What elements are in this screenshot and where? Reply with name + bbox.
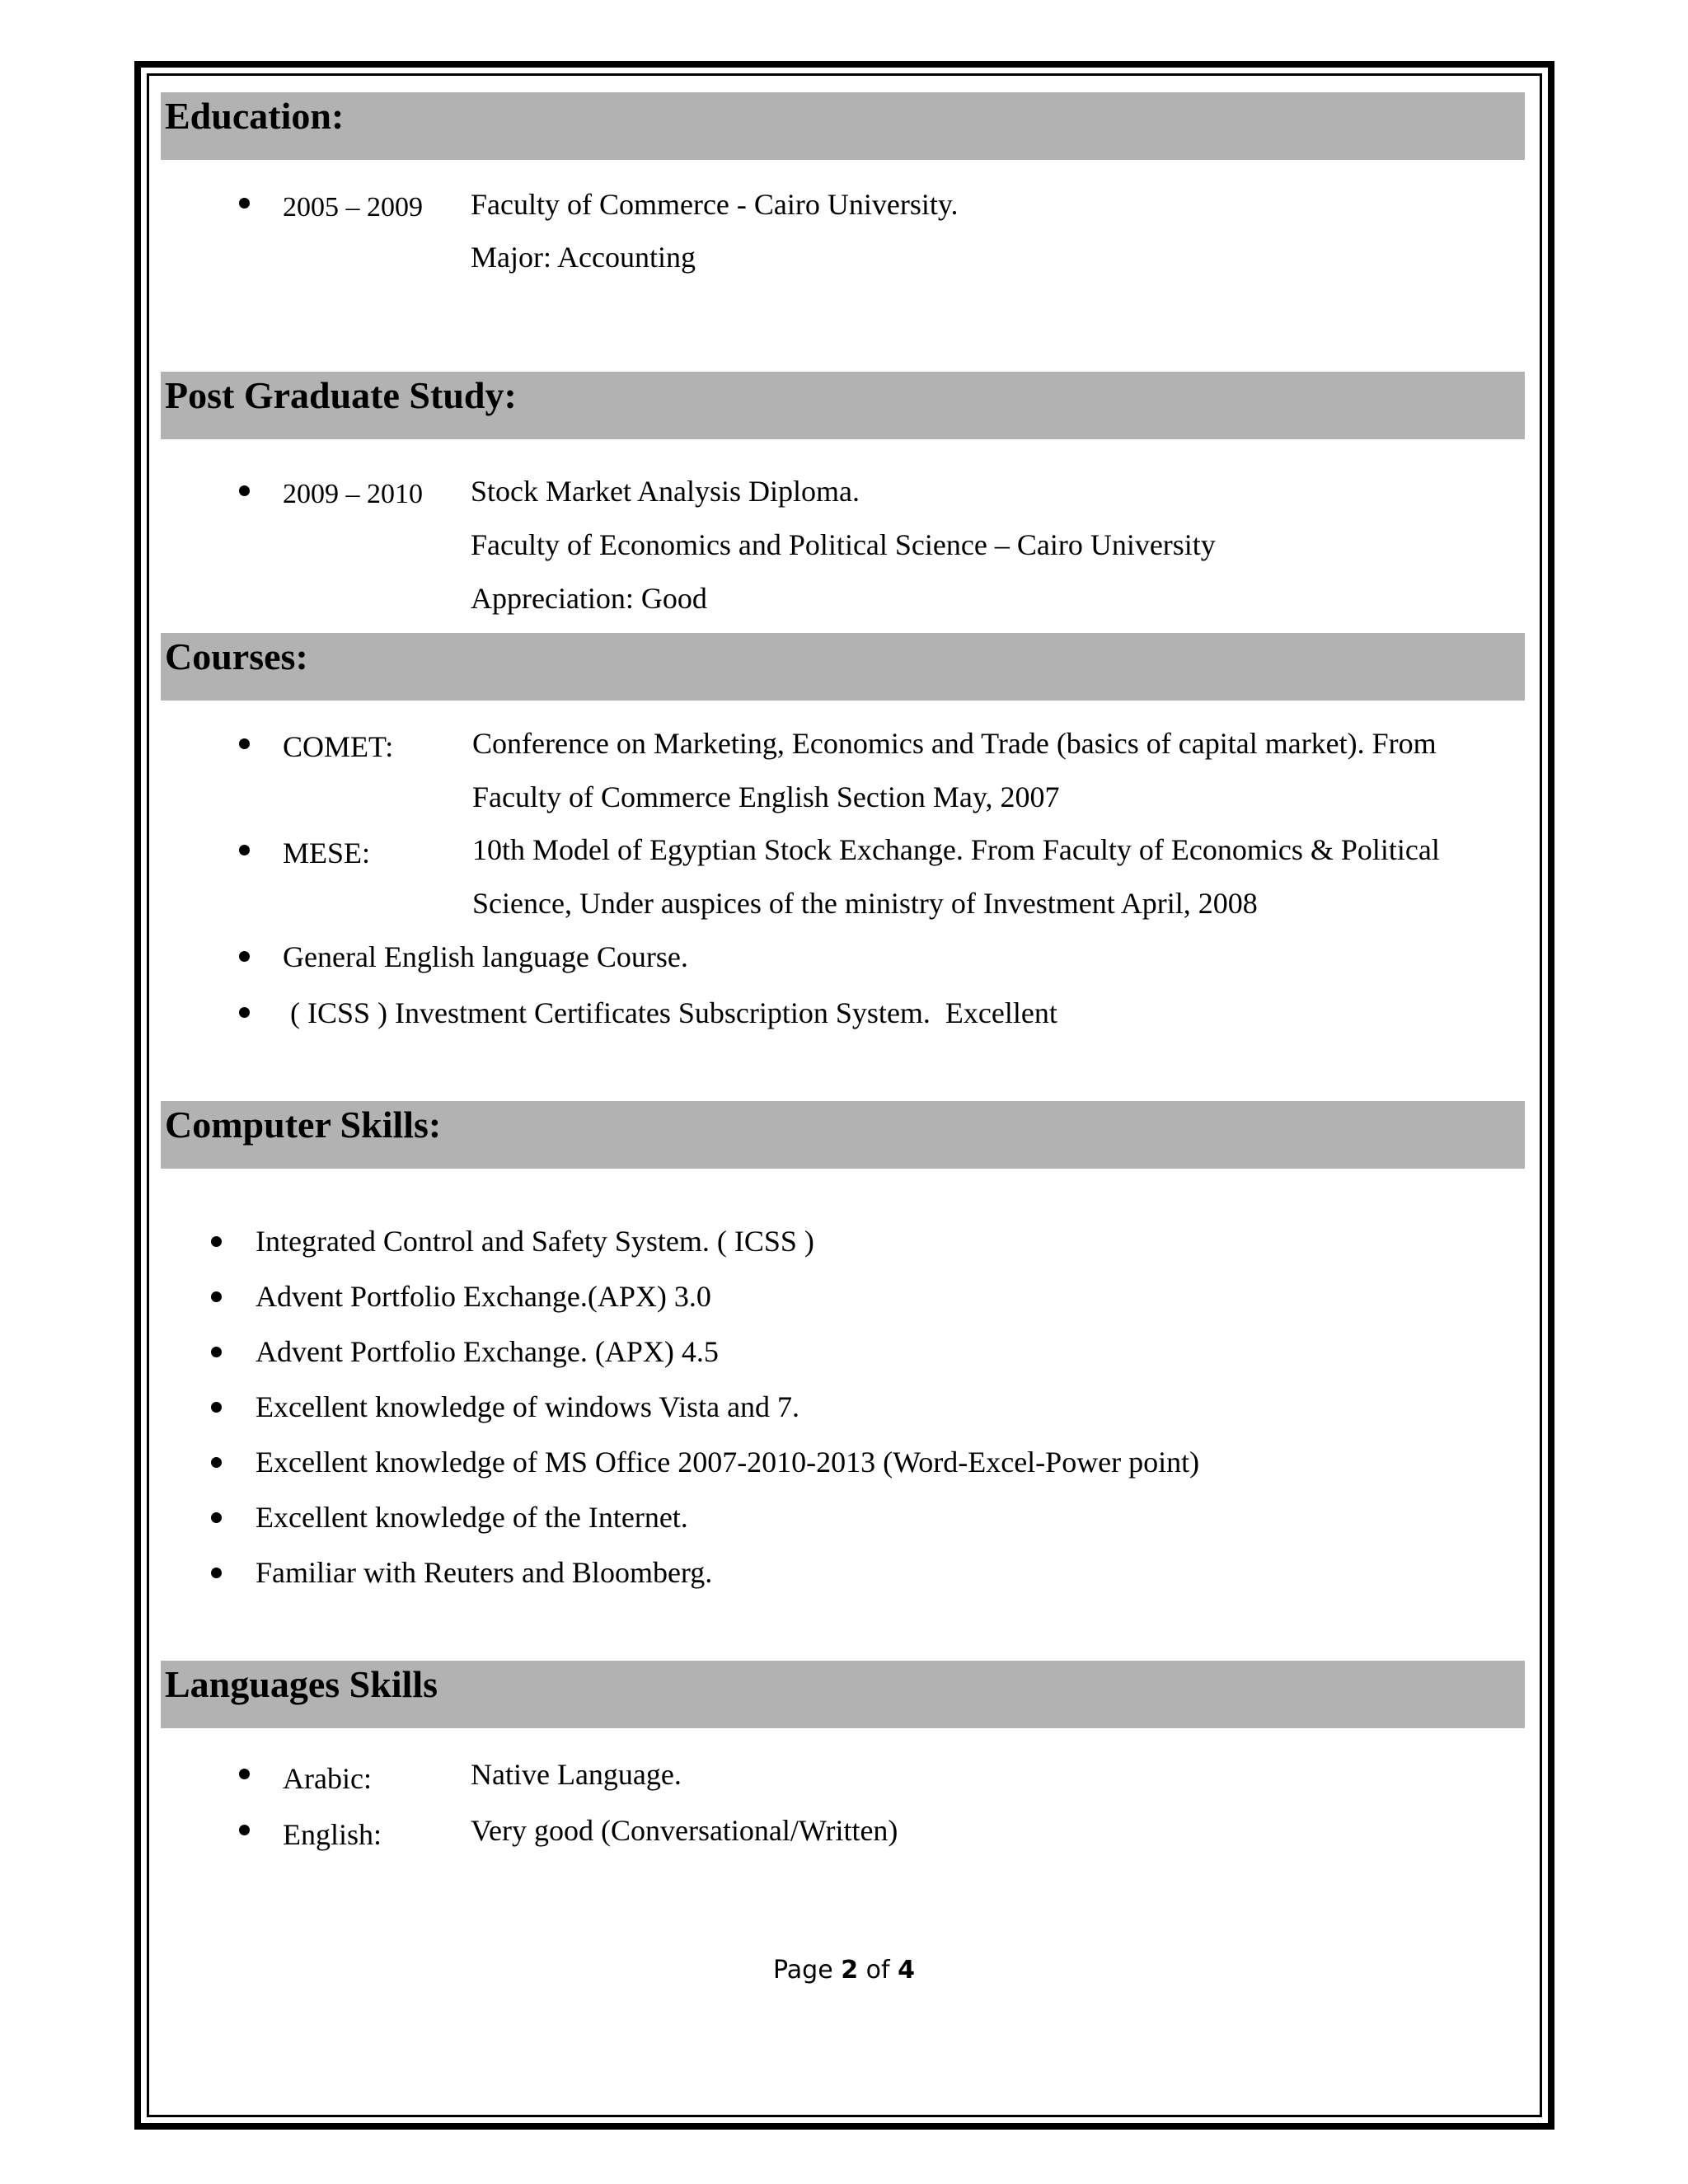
computer-skill-item: Excellent knowledge of windows Vista and 7. xyxy=(256,1390,800,1423)
course-item: General English language Course. xyxy=(283,940,688,973)
education-major: Major: Accounting xyxy=(471,241,696,274)
footer-current-page: 2 xyxy=(841,1956,859,1985)
bullet-icon xyxy=(239,951,250,962)
language-level: Very good (Conversational/Written) xyxy=(471,1814,898,1847)
course-label: COMET: xyxy=(283,730,394,763)
bullet-icon xyxy=(211,1568,222,1578)
computer-skill-item: Integrated Control and Safety System. ( ICSS ) xyxy=(256,1225,814,1258)
education-institution: Faculty of Commerce - Cairo University. xyxy=(471,188,959,221)
bullet-icon xyxy=(239,485,250,496)
course-description: Faculty of Commerce English Section May, 2007 xyxy=(472,780,1060,813)
courses-heading: Courses: xyxy=(161,633,1525,701)
post-graduate-appreciation: Appreciation: Good xyxy=(471,582,707,615)
education-heading: Education: xyxy=(161,92,1525,160)
computer-skill-item: Advent Portfolio Exchange.(APX) 3.0 xyxy=(256,1280,711,1313)
bullet-icon xyxy=(211,1347,222,1357)
computer-skill-item: Advent Portfolio Exchange. (APX) 4.5 xyxy=(256,1335,719,1368)
bullet-icon xyxy=(239,1007,250,1018)
post-graduate-heading: Post Graduate Study: xyxy=(161,372,1525,439)
bullet-icon xyxy=(211,1457,222,1468)
bullet-icon xyxy=(239,198,250,209)
computer-skills-heading: Computer Skills: xyxy=(161,1101,1525,1169)
bullet-icon xyxy=(211,1512,222,1523)
page-footer xyxy=(0,1958,1688,1983)
footer-page-prefix: Page xyxy=(773,1956,842,1985)
course-description: Science, Under auspices of the ministry of Investment April, 2008 xyxy=(472,887,1258,920)
course-label: MESE: xyxy=(283,837,371,869)
bullet-icon xyxy=(211,1402,222,1413)
course-item: ( ICSS ) Investment Certificates Subscription System. Excellent xyxy=(283,996,1057,1029)
computer-skill-item: Familiar with Reuters and Bloomberg. xyxy=(256,1556,713,1589)
post-graduate-years: 2009 – 2010 xyxy=(283,479,423,509)
bullet-icon xyxy=(211,1291,222,1302)
footer-total-pages: 4 xyxy=(898,1956,915,1985)
language-label: English: xyxy=(283,1818,382,1851)
bullet-icon xyxy=(239,845,250,855)
post-graduate-diploma: Stock Market Analysis Diploma. xyxy=(471,475,860,508)
language-level: Native Language. xyxy=(471,1758,682,1791)
bullet-icon xyxy=(239,1769,250,1779)
language-label: Arabic: xyxy=(283,1762,372,1795)
languages-heading: Languages Skills xyxy=(161,1661,1525,1728)
course-description: Conference on Marketing, Economics and Trade (basics of capital market). From xyxy=(472,727,1437,760)
computer-skill-item: Excellent knowledge of the Internet. xyxy=(256,1501,688,1534)
bullet-icon xyxy=(239,738,250,749)
computer-skill-item: Excellent knowledge of MS Office 2007-2010-2013 (Word-Excel-Power point) xyxy=(256,1446,1200,1479)
post-graduate-institution: Faculty of Economics and Political Science – Cairo University xyxy=(471,528,1216,561)
course-description: 10th Model of Egyptian Stock Exchange. From Faculty of Economics & Political xyxy=(472,833,1440,866)
footer-page-of: of xyxy=(858,1956,898,1985)
bullet-icon xyxy=(239,1825,250,1835)
education-years: 2005 – 2009 xyxy=(283,192,423,223)
bullet-icon xyxy=(211,1236,222,1247)
